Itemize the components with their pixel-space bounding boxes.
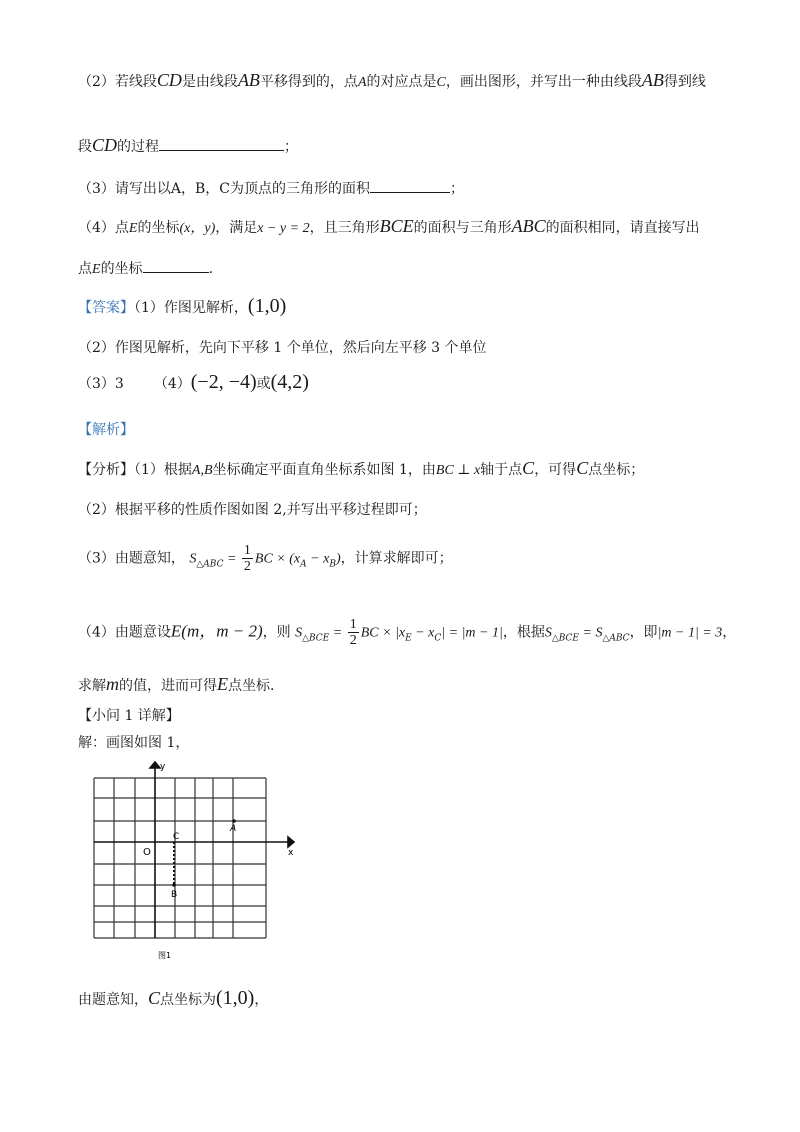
x-axis-label: x bbox=[288, 848, 294, 858]
answer-line-1: 【答案】（1）作图见解析，(1,0) bbox=[78, 295, 287, 317]
figure-caption: 图1 bbox=[158, 951, 172, 960]
fraction-one-half: $\frac{1}{2}$ bbox=[349, 617, 357, 648]
analysis-line-1: 【分析】（1）根据A,B坐标确定平面直角坐标系如图 1，由BC ⊥ x轴于点C，可得C点坐标； bbox=[78, 458, 645, 478]
answer-blank bbox=[159, 136, 284, 151]
x-axis-arrow-icon bbox=[288, 837, 294, 847]
point-a bbox=[232, 819, 236, 823]
y-axis-arrow-icon bbox=[150, 762, 160, 768]
detail-conclusion: 由题意知，C点坐标为(1,0)， bbox=[78, 987, 269, 1009]
q2-line-1: （2）若线段CD是由线段AB平移得到的，点A的对应点是C，画出图形，并写出一种由线段AB得到线 bbox=[78, 70, 706, 90]
answer-blank bbox=[370, 178, 450, 193]
q4-line-1: （4）点E的坐标(x，y)，满足x − y = 2，且三角形BCE的面积与三角形ABC的面积相同，请直接写出 bbox=[78, 216, 700, 236]
answer-line-2: （2）作图见解析，先向下平移 1 个单位，然后向左平移 3 个单位 bbox=[78, 340, 487, 356]
fraction-one-half: $\frac{1}{2}$ bbox=[243, 543, 251, 574]
q4-line-2: 点E的坐标 . bbox=[78, 258, 213, 280]
analysis-line-5: 求解m的值，进而可得E点坐标. bbox=[78, 674, 275, 694]
analysis-tag: 【解析】 bbox=[78, 422, 134, 438]
analysis-line-3: （3）由题意知， $S_{\triangle ABC}$ = $\frac{1}{2}$ BC × $(x_A - x_B)$，计算求解即可； bbox=[78, 543, 453, 574]
point-b-label: B bbox=[171, 890, 178, 900]
point-c-label: C bbox=[173, 832, 180, 842]
axes bbox=[94, 762, 294, 938]
answer-blank bbox=[143, 258, 209, 273]
q3-line: （3）请写出以A，B，C为顶点的三角形的面积 ； bbox=[78, 178, 464, 199]
q2-line-2: 段CD的过程 ； bbox=[78, 135, 299, 155]
detail-heading: 【小问 1 详解】 bbox=[78, 708, 180, 724]
point-a-label: A bbox=[230, 824, 237, 834]
origin-label: O bbox=[143, 847, 151, 858]
detail-solve: 解：画图如图 1， bbox=[78, 735, 190, 751]
point-b bbox=[172, 883, 176, 887]
coordinate-grid-figure bbox=[88, 760, 308, 965]
y-axis-label: y bbox=[160, 762, 166, 772]
analysis-line-2: （2）根据平移的性质作图如图 2,并写出平移过程即可； bbox=[78, 502, 427, 518]
grid-lines bbox=[94, 778, 266, 938]
answer-line-3: （3）3 （4）(−2, −4)或(4,2) bbox=[78, 371, 309, 393]
analysis-line-4: （4）由题意设E(m，m − 2)，则 $S_{\triangle BCE}$ = $\frac{1}{2}$ BC × $|x_E - x_C| = |m - 1|$，根据$S_{\triangle BCE} = S_{\triangle ABC}$，即|m − 1| = 3， bbox=[78, 617, 737, 648]
